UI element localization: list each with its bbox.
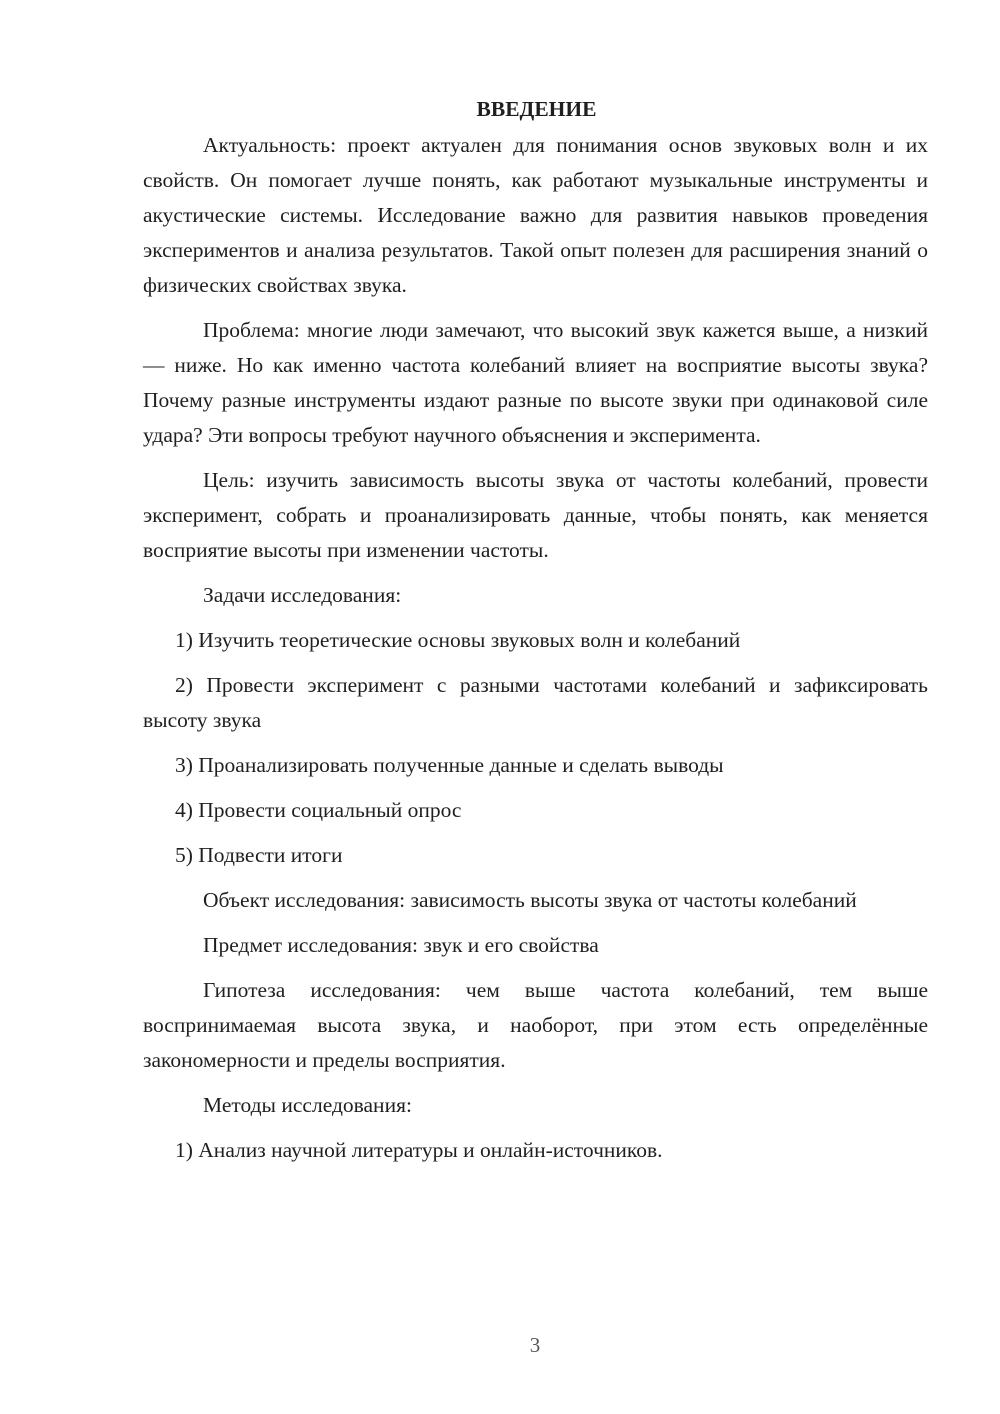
list-item: 5) Подвести итоги: [175, 843, 343, 867]
list-item: 3) Проанализировать полученные данные и сделать выводы: [175, 753, 724, 777]
paragraph-hypothesis: Гипотеза исследования: чем выше частота колебаний, тем выше воспринимаемая высота звука, и наоборот, при этом есть определённые закономерности и пределы восприятия.: [143, 978, 928, 1072]
paragraph-relevance: Актуальность: проект актуален для понимания основ звуковых волн и их свойств. Он помогает лучше понять, как работают музыкальные инструменты и акустические системы. Исследование важно для развития навыков проведения экспериментов и анализа результатов. Такой опыт полезен для расширения знаний о физических свойствах звука.: [143, 133, 928, 297]
methods-heading: Методы исследования:: [203, 1093, 412, 1117]
paragraph-problem: Проблема: многие люди замечают, что высокий звук кажется выше, а низкий — ниже. Но как именно частота колебаний влияет на восприятие высоты звука? Почему разные инструменты издают разные по высоте звуки при одинаковой силе удара? Эти вопросы требуют научного объяснения и эксперимента.: [143, 318, 928, 447]
document-page: [143, 92, 928, 1178]
page-number: 3: [529, 1333, 541, 1357]
paragraph-goal: Цель: изучить зависимость высоты звука от частоты колебаний, провести эксперимент, собрать и проанализировать данные, чтобы понять, как меняется восприятие высоты при изменении частоты.: [143, 468, 928, 562]
list-item: 1) Анализ научной литературы и онлайн-источников.: [175, 1138, 663, 1162]
list-item: 2) Провести эксперимент с разными частотами колебаний и зафиксировать высоту звука: [143, 673, 928, 732]
tasks-heading: Задачи исследования:: [203, 583, 402, 607]
page-title: ВВЕДЕНИЕ: [476, 97, 597, 121]
list-item: 4) Провести социальный опрос: [175, 798, 462, 822]
list-item: 1) Изучить теоретические основы звуковых волн и колебаний: [175, 628, 741, 652]
paragraph-object: Объект исследования: зависимость высоты звука от частоты колебаний: [203, 888, 857, 912]
paragraph-subject: Предмет исследования: звук и его свойства: [203, 933, 599, 957]
